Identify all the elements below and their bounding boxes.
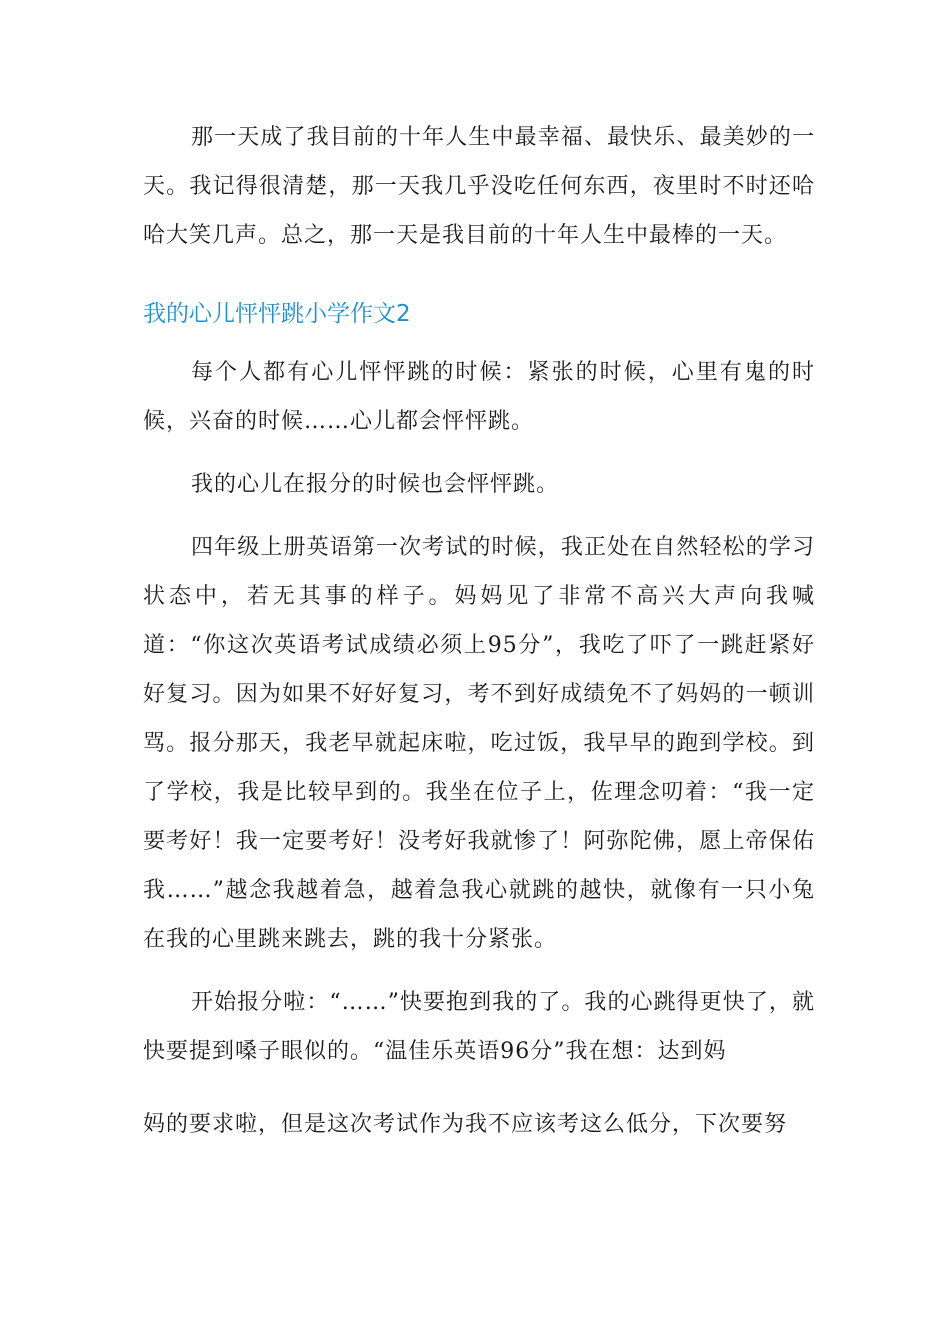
essay-heading: 我的心儿怦怦跳小学作文2 xyxy=(143,301,411,327)
paragraph-score-announcement: 开始报分啦：“……”快要抱到我的了。我的心跳得更快了，就快要提到嗓子眼似的。“温佳乐英语96分”我在想：达到妈 xyxy=(143,990,815,1064)
document-body xyxy=(143,113,815,1149)
paragraph-closing-previous-essay: 那一天成了我目前的十年人生中最幸福、最快乐、最美妙的一天。我记得很清楚，那一天我几乎没吃任何东西，夜里时不时还哈哈大笑几声。总之，那一天是我目前的十年人生中最棒的一天。 xyxy=(143,125,815,248)
paragraph-continuation: 妈的要求啦，但是这次考试作为我不应该考这么低分，下次要努 xyxy=(143,1112,788,1137)
paragraph-statement: 我的心儿在报分的时候也会怦怦跳。 xyxy=(191,472,560,497)
paragraph-story: 四年级上册英语第一次考试的时候，我正处在自然轻松的学习状态中，若无其事的样子。妈妈见了非常不高兴大声向我喊道：“你这次英语考试成绩必须上95分”，我吃了吓了一跳赶紧好好复习。因为如果不好好复习，考不到好成绩免不了妈妈的一顿训骂。报分那天，我老早就起床啦，吃过饭，我早早的跑到学校。到了学校，我是比较早到的。我坐在位子上，佐理念叨着：“我一定要考好！我一定要考好！没考好我就惨了！阿弥陀佛，愿上帝保佑我……”越念我越着急，越着急我心就跳的越快，就像有一只小兔在我的心里跳来跳去，跳的我十分紧张。 xyxy=(143,535,815,952)
paragraph-intro: 每个人都有心儿怦怦跳的时候：紧张的时候，心里有鬼的时候，兴奋的时候……心儿都会怦怦跳。 xyxy=(143,360,815,434)
